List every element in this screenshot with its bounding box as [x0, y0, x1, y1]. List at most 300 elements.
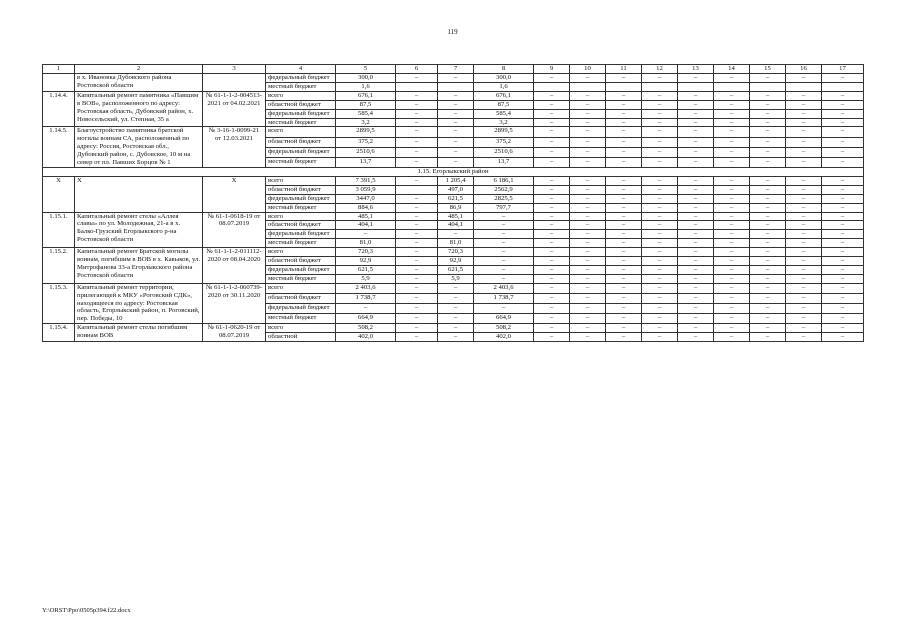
funding-source: федеральный бюджет [266, 230, 336, 239]
column-header: 9 [534, 65, 570, 74]
value-cell: 2899,5 [474, 127, 534, 137]
value-cell: – [534, 157, 570, 167]
value-cell: 3,2 [336, 118, 396, 127]
value-cell [438, 82, 474, 91]
budget-table [42, 64, 864, 342]
value-cell: – [396, 248, 438, 257]
value-cell: 585,4 [336, 109, 396, 118]
value-cell: – [570, 109, 606, 118]
value-cell: – [786, 248, 822, 257]
column-header: 17 [822, 65, 864, 74]
value-cell: – [534, 185, 570, 194]
value-cell: – [678, 304, 714, 314]
value-cell: – [642, 293, 678, 303]
value-cell: 2899,5 [336, 127, 396, 137]
item-number: 1.14.4. [43, 91, 75, 127]
value-cell: – [678, 248, 714, 257]
value-cell: – [786, 324, 822, 333]
document-number: № 61-1-0620-19 от 08.07.2019 [203, 324, 266, 342]
funding-source: федеральный бюджет [266, 109, 336, 118]
value-cell: – [642, 157, 678, 167]
value-cell: – [822, 157, 864, 167]
value-cell: 13,7 [474, 157, 534, 167]
value-cell: – [678, 137, 714, 147]
value-cell: – [822, 203, 864, 212]
value-cell: – [714, 333, 750, 342]
value-cell: – [750, 137, 786, 147]
object-name: Капитальный ремонт Братской могилы воинам, погибшим в ВОВ в х. Кавыков, ул. Митрофанова 33-а Егорлыкского района Ростовской области [75, 248, 203, 284]
value-cell: – [606, 100, 642, 109]
value-cell [396, 82, 438, 91]
value-cell: – [396, 109, 438, 118]
value-cell: – [642, 221, 678, 230]
value-cell: – [786, 127, 822, 137]
column-header: 4 [266, 65, 336, 74]
document-number: № 61-1-1-2-060739-2020 от 30.11.2020 [203, 283, 266, 324]
value-cell: – [534, 293, 570, 303]
value-cell: – [396, 100, 438, 109]
value-cell: – [570, 194, 606, 203]
value-cell: 664,9 [474, 314, 534, 324]
value-cell: – [396, 212, 438, 221]
value-cell: – [786, 137, 822, 147]
value-cell: – [396, 221, 438, 230]
column-header: 1 [43, 65, 75, 74]
value-cell: 508,2 [336, 324, 396, 333]
value-cell: – [822, 137, 864, 147]
column-header: 2 [75, 65, 203, 74]
value-cell: – [642, 304, 678, 314]
value-cell: – [534, 109, 570, 118]
value-cell: – [750, 194, 786, 203]
value-cell: – [438, 74, 474, 83]
value-cell: 720,3 [336, 248, 396, 257]
table-header [43, 65, 864, 74]
value-cell: 621,5 [438, 265, 474, 274]
value-cell: – [714, 127, 750, 137]
value-cell: – [606, 257, 642, 266]
value-cell: 1 738,7 [474, 293, 534, 303]
value-cell: – [534, 100, 570, 109]
funding-source: федеральный бюджет [266, 147, 336, 157]
object-name: Капитальный ремонт стелы «Аллея славы» по ул. Молодежная, 21-а в х. Балко-Грузский Егорлыкского р-на Ростовской области [75, 212, 203, 248]
value-cell: – [822, 333, 864, 342]
value-cell: – [642, 230, 678, 239]
value-cell: – [714, 118, 750, 127]
value-cell: – [714, 324, 750, 333]
value-cell: – [714, 137, 750, 147]
value-cell: – [474, 265, 534, 274]
value-cell: – [750, 304, 786, 314]
value-cell: – [606, 185, 642, 194]
value-cell: – [606, 304, 642, 314]
value-cell: 497,0 [438, 185, 474, 194]
funding-source: местный бюджет [266, 203, 336, 212]
value-cell: – [570, 74, 606, 83]
funding-source: областной бюджет [266, 221, 336, 230]
object-name: в х. Ивановка Дубовского района Ростовской области [75, 74, 203, 92]
value-cell: – [534, 283, 570, 293]
value-cell: – [642, 194, 678, 203]
item-number: 1.15.3. [43, 283, 75, 324]
object-name: Капитальный ремонт памятника «Павшим в ВОВ», расположенного по адресу: Ростовская область, Дубовский район, х. Новосельский, ул. Степная, 35 а [75, 91, 203, 127]
document-number [203, 74, 266, 92]
value-cell: – [534, 212, 570, 221]
value-cell: – [474, 230, 534, 239]
value-cell: – [642, 91, 678, 100]
value-cell: – [570, 118, 606, 127]
value-cell: – [336, 304, 396, 314]
value-cell: – [786, 74, 822, 83]
value-cell: – [750, 265, 786, 274]
value-cell: – [822, 293, 864, 303]
value-cell: – [714, 109, 750, 118]
value-cell: – [786, 333, 822, 342]
value-cell: – [822, 314, 864, 324]
value-cell: – [714, 265, 750, 274]
funding-source: всего [266, 127, 336, 137]
value-cell: – [750, 283, 786, 293]
value-cell: – [570, 176, 606, 185]
value-cell: 81,0 [438, 239, 474, 248]
value-cell: – [786, 257, 822, 266]
value-cell: 884,6 [336, 203, 396, 212]
value-cell: – [396, 293, 438, 303]
value-cell: – [642, 203, 678, 212]
value-cell: – [438, 293, 474, 303]
value-cell: – [786, 109, 822, 118]
value-cell: – [570, 314, 606, 324]
funding-source: федеральный бюджет [266, 74, 336, 83]
value-cell: – [714, 257, 750, 266]
table-row [43, 74, 864, 83]
column-header: 11 [606, 65, 642, 74]
funding-source: всего [266, 212, 336, 221]
value-cell [396, 185, 438, 194]
value-cell: – [822, 109, 864, 118]
file-path-footer: Y:\ORST\Ppo\0505p394.f22.docx [42, 607, 131, 614]
value-cell: – [750, 314, 786, 324]
value-cell: – [750, 230, 786, 239]
value-cell: – [786, 157, 822, 167]
value-cell: – [606, 176, 642, 185]
value-cell: – [714, 230, 750, 239]
value-cell: – [822, 221, 864, 230]
value-cell: 404,1 [438, 221, 474, 230]
value-cell: – [474, 212, 534, 221]
value-cell: – [678, 221, 714, 230]
column-header: 16 [786, 65, 822, 74]
funding-source: федеральный бюджет [266, 304, 336, 314]
value-cell: – [570, 137, 606, 147]
document-number: № 61-1-0618-19 от 08.07.2019 [203, 212, 266, 248]
value-cell: – [678, 314, 714, 324]
value-cell: – [570, 185, 606, 194]
value-cell [570, 82, 606, 91]
value-cell: – [822, 230, 864, 239]
funding-source: областной бюджет [266, 100, 336, 109]
value-cell: – [714, 274, 750, 283]
value-cell: – [606, 333, 642, 342]
funding-source: федеральный бюджет [266, 194, 336, 203]
value-cell: – [534, 147, 570, 157]
object-name: Х [75, 176, 203, 212]
funding-source: всего [266, 91, 336, 100]
column-header: 12 [642, 65, 678, 74]
value-cell: – [678, 100, 714, 109]
value-cell: – [570, 221, 606, 230]
value-cell: – [396, 147, 438, 157]
item-number: 1.15.2. [43, 248, 75, 284]
value-cell: 87,5 [336, 100, 396, 109]
value-cell: – [396, 239, 438, 248]
value-cell: – [750, 185, 786, 194]
value-cell: – [642, 212, 678, 221]
value-cell: – [642, 74, 678, 83]
table-row [43, 176, 864, 185]
value-cell: – [642, 248, 678, 257]
value-cell: 3 059,9 [336, 185, 396, 194]
value-cell: 5,9 [438, 274, 474, 283]
value-cell: – [606, 230, 642, 239]
value-cell: – [714, 239, 750, 248]
value-cell [714, 82, 750, 91]
value-cell: – [606, 283, 642, 293]
value-cell: – [606, 212, 642, 221]
value-cell: – [438, 118, 474, 127]
value-cell: – [750, 248, 786, 257]
value-cell: – [750, 147, 786, 157]
value-cell: – [750, 212, 786, 221]
value-cell: – [750, 100, 786, 109]
value-cell: – [570, 239, 606, 248]
value-cell: – [438, 147, 474, 157]
value-cell: 402,0 [474, 333, 534, 342]
value-cell: – [642, 265, 678, 274]
value-cell: – [678, 127, 714, 137]
funding-source: всего [266, 283, 336, 293]
value-cell: – [822, 239, 864, 248]
value-cell: – [606, 248, 642, 257]
table-row [43, 324, 864, 333]
value-cell: – [570, 230, 606, 239]
value-cell: – [534, 137, 570, 147]
object-name: Капитальный ремонт стелы погибшим воинам ВОВ [75, 324, 203, 342]
funding-source: местный бюджет [266, 118, 336, 127]
value-cell: 404,1 [336, 221, 396, 230]
value-cell: – [606, 314, 642, 324]
value-cell: – [642, 274, 678, 283]
value-cell: – [438, 230, 474, 239]
value-cell: – [714, 248, 750, 257]
column-header: 5 [336, 65, 396, 74]
funding-source: областной бюджет [266, 137, 336, 147]
value-cell: – [678, 239, 714, 248]
value-cell: 621,5 [336, 265, 396, 274]
value-cell: 621,5 [438, 194, 474, 203]
column-header: 8 [474, 65, 534, 74]
value-cell: – [678, 109, 714, 118]
value-cell: – [534, 230, 570, 239]
value-cell: – [678, 176, 714, 185]
value-cell: – [570, 257, 606, 266]
value-cell: 2510,6 [336, 147, 396, 157]
value-cell: – [534, 127, 570, 137]
value-cell: – [606, 265, 642, 274]
value-cell: – [822, 324, 864, 333]
value-cell: – [678, 118, 714, 127]
value-cell: – [534, 248, 570, 257]
value-cell: – [642, 176, 678, 185]
column-header: 7 [438, 65, 474, 74]
value-cell: – [750, 221, 786, 230]
value-cell: – [474, 248, 534, 257]
table-row [43, 248, 864, 257]
value-cell: – [438, 100, 474, 109]
value-cell: – [570, 157, 606, 167]
column-header: 14 [714, 65, 750, 74]
funding-source: областной бюджет [266, 257, 336, 266]
value-cell: – [474, 304, 534, 314]
value-cell: – [642, 100, 678, 109]
value-cell: – [606, 118, 642, 127]
value-cell: – [606, 127, 642, 137]
value-cell: – [750, 74, 786, 83]
value-cell: – [396, 203, 438, 212]
value-cell: – [786, 265, 822, 274]
item-number [43, 74, 75, 92]
value-cell: – [678, 185, 714, 194]
value-cell [606, 82, 642, 91]
value-cell: 676,1 [336, 91, 396, 100]
value-cell: 485,1 [336, 212, 396, 221]
value-cell: – [678, 293, 714, 303]
value-cell: – [570, 91, 606, 100]
value-cell: – [642, 109, 678, 118]
value-cell: – [474, 221, 534, 230]
value-cell: – [396, 265, 438, 274]
value-cell: – [396, 324, 438, 333]
object-name: Благоустройство памятника братской могилы воинам СА, расположенный по адресу: Россия, Ростовская обл., Дубовский район, с. Дубовское, 10 м на север от пл. Павших Борцов № 1 [75, 127, 203, 168]
value-cell [822, 82, 864, 91]
value-cell: – [438, 304, 474, 314]
funding-source: местный бюджет [266, 157, 336, 167]
value-cell: – [534, 257, 570, 266]
value-cell: – [714, 203, 750, 212]
value-cell: – [714, 293, 750, 303]
value-cell: – [570, 293, 606, 303]
value-cell: – [396, 283, 438, 293]
value-cell: 664,9 [336, 314, 396, 324]
value-cell: – [570, 147, 606, 157]
funding-source: всего [266, 324, 336, 333]
value-cell: – [396, 304, 438, 314]
funding-source: местный бюджет [266, 274, 336, 283]
column-header: 15 [750, 65, 786, 74]
value-cell: – [714, 185, 750, 194]
value-cell: 81,0 [336, 239, 396, 248]
value-cell: – [786, 194, 822, 203]
value-cell: – [714, 283, 750, 293]
value-cell: – [822, 274, 864, 283]
value-cell: – [606, 109, 642, 118]
funding-source: всего [266, 248, 336, 257]
value-cell: – [678, 274, 714, 283]
value-cell [678, 82, 714, 91]
value-cell: 402,0 [336, 333, 396, 342]
value-cell: – [606, 74, 642, 83]
value-cell: 300,0 [336, 74, 396, 83]
section-title: 1.15. Егорлыкский район [43, 167, 864, 176]
value-cell: – [822, 147, 864, 157]
value-cell: – [606, 221, 642, 230]
value-cell: – [438, 283, 474, 293]
funding-source: федеральный бюджет [266, 265, 336, 274]
item-number: Х [43, 176, 75, 212]
value-cell: – [396, 91, 438, 100]
value-cell: – [606, 239, 642, 248]
value-cell: – [822, 185, 864, 194]
value-cell: – [438, 314, 474, 324]
document-number: № 61-1-1-2-004513-2021 от 04.02.2021 [203, 91, 266, 127]
value-cell: – [570, 333, 606, 342]
value-cell: – [642, 118, 678, 127]
value-cell: – [396, 118, 438, 127]
value-cell: 2825,5 [474, 194, 534, 203]
value-cell: – [606, 324, 642, 333]
value-cell: – [714, 147, 750, 157]
value-cell: – [396, 194, 438, 203]
value-cell: 375,2 [474, 137, 534, 147]
value-cell: – [750, 333, 786, 342]
value-cell: – [534, 324, 570, 333]
value-cell: – [570, 304, 606, 314]
value-cell: – [678, 203, 714, 212]
value-cell: – [714, 176, 750, 185]
value-cell: – [396, 127, 438, 137]
value-cell: – [438, 324, 474, 333]
value-cell: – [822, 118, 864, 127]
value-cell: – [396, 230, 438, 239]
value-cell: – [822, 283, 864, 293]
object-name: Капитальный ремонт территории, прилегающей к МКУ «Роговский СДК», находящееся по адресу: Ростовская область, Егорлыкский район, п. Роговский, пер. Победы, 10 [75, 283, 203, 324]
value-cell: – [750, 203, 786, 212]
value-cell: 585,4 [474, 109, 534, 118]
value-cell: – [822, 304, 864, 314]
funding-source: областной бюджет [266, 293, 336, 303]
value-cell: – [606, 147, 642, 157]
value-cell: – [606, 194, 642, 203]
value-cell: 1 205,4 [438, 176, 474, 185]
value-cell: 2562,9 [474, 185, 534, 194]
value-cell: – [570, 283, 606, 293]
value-cell: 300,0 [474, 74, 534, 83]
value-cell: – [750, 274, 786, 283]
value-cell: – [438, 127, 474, 137]
value-cell: – [786, 239, 822, 248]
funding-source: всего [266, 176, 336, 185]
value-cell: – [534, 203, 570, 212]
value-cell: – [606, 203, 642, 212]
value-cell [534, 82, 570, 91]
value-cell: 92,9 [438, 257, 474, 266]
value-cell: – [534, 194, 570, 203]
value-cell: – [606, 157, 642, 167]
value-cell [750, 82, 786, 91]
value-cell: – [786, 100, 822, 109]
value-cell: – [642, 333, 678, 342]
value-cell: – [438, 109, 474, 118]
